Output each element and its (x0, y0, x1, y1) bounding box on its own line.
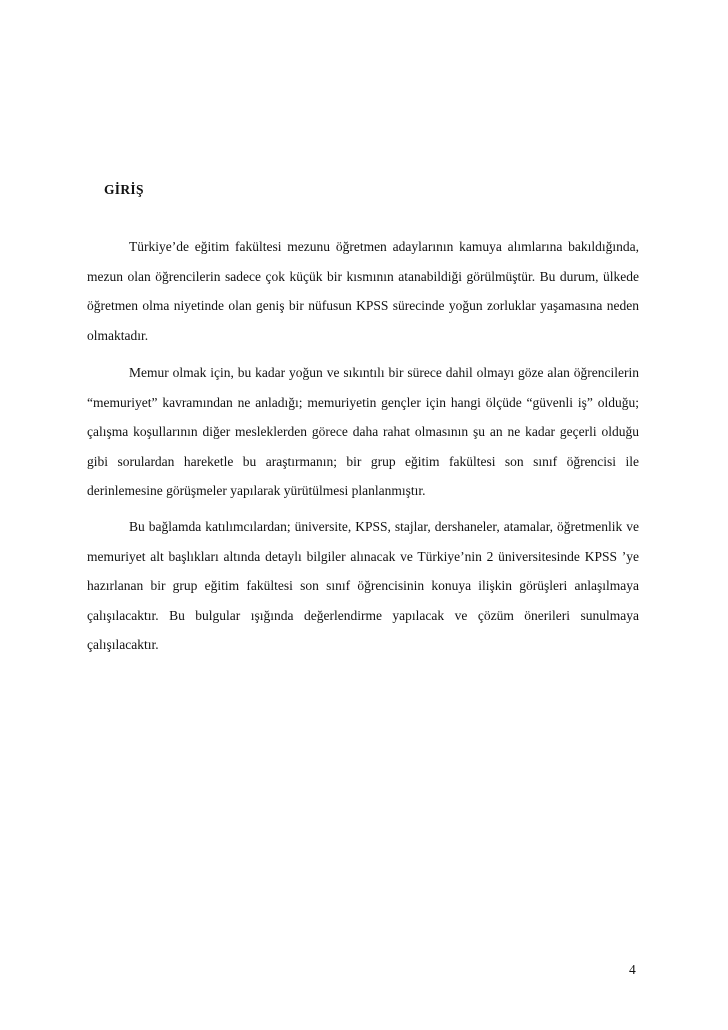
paragraph-1: Türkiye’de eğitim fakültesi mezunu öğretmen adaylarının kamuya alımlarına bakıldığında, mezun olan öğrencilerin sadece çok küçük bir kısmının atanabildiği görülmüştür. Bu durum, ülkede öğretmen olma niyetinde olan geniş bir nüfusun KPSS sürecinde yoğun zorluklar yaşamasına neden olmaktadır. (87, 239, 639, 343)
page-number: 4 (629, 962, 636, 977)
paragraph-2: Memur olmak için, bu kadar yoğun ve sıkıntılı bir sürece dahil olmayı göze alan öğrencilerin “memuriyet” kavramından ne anladığı; memuriyetin gençler için hangi ölçüde “güvenli iş” olduğu; çalışma koşullarının diğer mesleklerden görece daha rahat olmasının şu an ne kadar geçerli olduğu gibi sorulardan hareketle bu araştırmanın; bir grup eğitim fakültesi son sınıf öğrencisi ile derinlemesine görüşmeler yapılarak yürütülmesi planlanmıştır. (87, 365, 639, 499)
section-heading: GİRİŞ (104, 182, 144, 197)
paragraph-3: Bu bağlamda katılımcılardan; üniversite, KPSS, stajlar, dershaneler, atamalar, öğretmenlik ve memuriyet alt başlıkları altında detaylı bilgiler alınacak ve Türkiye’nin 2 üniversitesinde KPSS ’ye hazırlanan bir grup eğitim fakültesi son sınıf öğrencisinin konuya ilişkin görüşleri anlaşılmaya çalışılacaktır. Bu bulgular ışığında değerlendirme yapılacak ve çözüm önerileri sunulmaya çalışılacaktır. (87, 519, 639, 653)
